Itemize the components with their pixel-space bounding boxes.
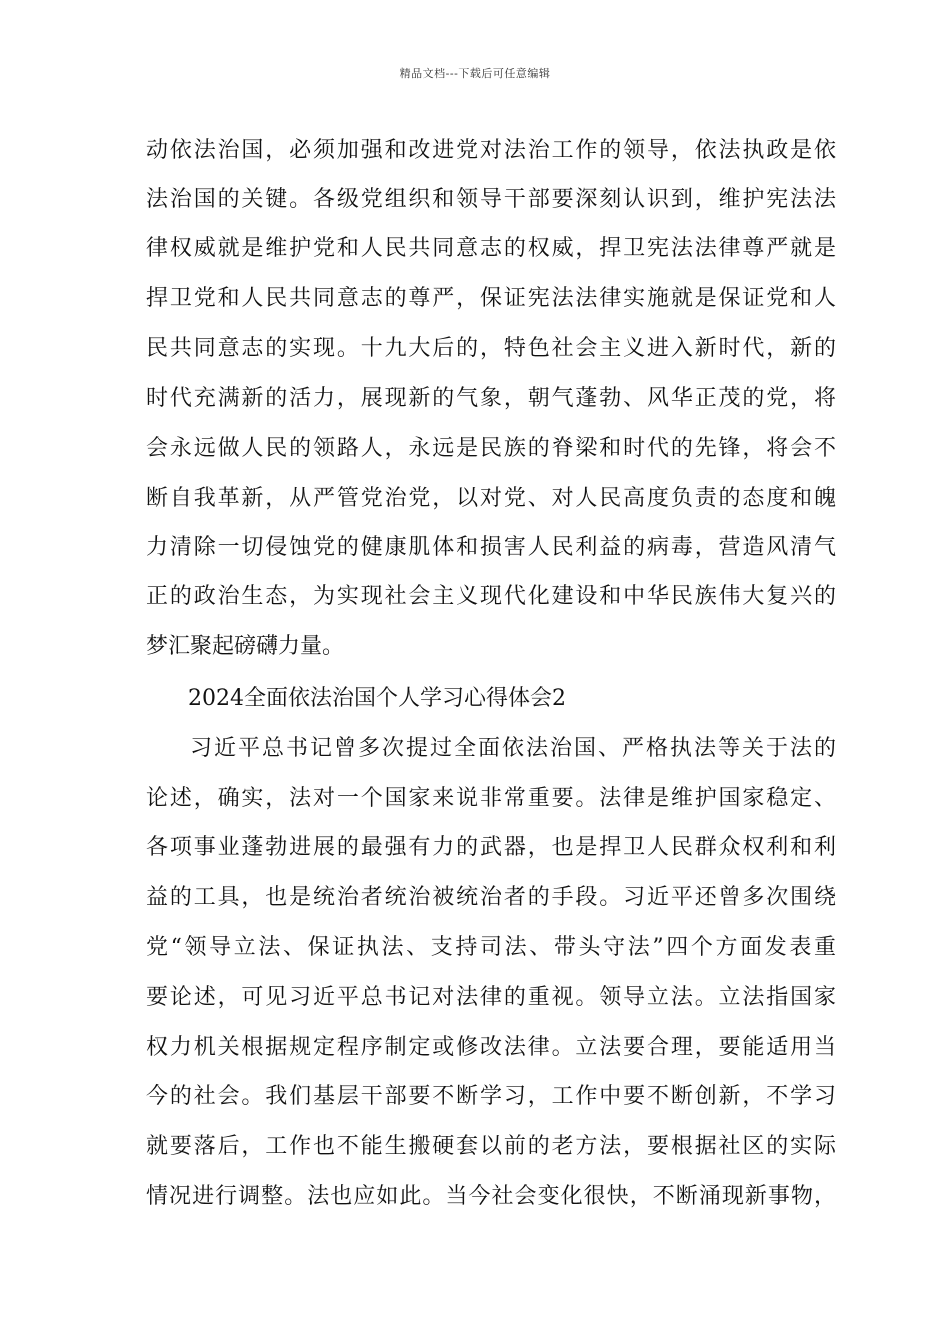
paragraph-line: 就要落后，工作也不能生搬硬套以前的老方法，要根据社区的实际 bbox=[146, 1134, 836, 1159]
paragraph-line: 论述，确实，法对一个国家来说非常重要。法律是维护国家稳定、 bbox=[146, 786, 836, 811]
paragraph-line: 权力机关根据规定程序制定或修改法律。立法要合理，要能适用当 bbox=[146, 1035, 836, 1060]
paragraph-line: 捍卫党和人民共同意志的尊严，保证宪法法律实施就是保证党和人 bbox=[146, 286, 836, 311]
paragraph-line: 民共同意志的实现。十九大后的，特色社会主义进入新时代，新的 bbox=[146, 336, 836, 361]
paragraph-line: 时代充满新的活力，展现新的气象，朝气蓬勃、风华正茂的党，将 bbox=[146, 386, 836, 411]
paragraph-line: 律权威就是维护党和人民共同意志的权威，捍卫宪法法律尊严就是 bbox=[146, 236, 836, 261]
section-heading: 2024全面依法治国个人学习心得体会2 bbox=[188, 686, 566, 711]
paragraph-line: 党“领导立法、保证执法、支持司法、带头守法”四个方面发表重 bbox=[146, 935, 836, 960]
paragraph-line: 会永远做人民的领路人，永远是民族的脊梁和时代的先锋，将会不 bbox=[146, 436, 836, 461]
page-header: 精品文档---下载后可任意编辑 bbox=[399, 67, 551, 80]
paragraph-line: 力清除一切侵蚀党的健康肌体和损害人民利益的病毒，营造风清气 bbox=[146, 535, 836, 560]
paragraph-line: 法治国的关键。各级党组织和领导干部要深刻认识到，维护宪法法 bbox=[146, 187, 836, 212]
paragraph-line: 习近平总书记曾多次提过全面依法治国、严格执法等关于法的 bbox=[190, 736, 836, 761]
paragraph-line: 正的政治生态，为实现社会主义现代化建设和中华民族伟大复兴的 bbox=[146, 584, 836, 609]
paragraph-line: 情况进行调整。法也应如此。当今社会变化很快，不断涌现新事物， bbox=[146, 1184, 836, 1209]
paragraph-line: 益的工具，也是统治者统治被统治者的手段。习近平还曾多次围绕 bbox=[146, 885, 836, 910]
paragraph-line: 各项事业蓬勃进展的最强有力的武器，也是捍卫人民群众权利和利 bbox=[146, 835, 836, 860]
paragraph-line: 要论述，可见习近平总书记对法律的重视。领导立法。立法指国家 bbox=[146, 985, 836, 1010]
paragraph-line: 动依法治国，必须加强和改进党对法治工作的领导，依法执政是依 bbox=[146, 138, 836, 163]
paragraph-line: 今的社会。我们基层干部要不断学习，工作中要不断创新，不学习 bbox=[146, 1084, 836, 1109]
paragraph-line-last: 梦汇聚起磅礴力量。 bbox=[146, 634, 345, 659]
paragraph-line: 断自我革新，从严管党治党，以对党、对人民高度负责的态度和魄 bbox=[146, 486, 836, 511]
